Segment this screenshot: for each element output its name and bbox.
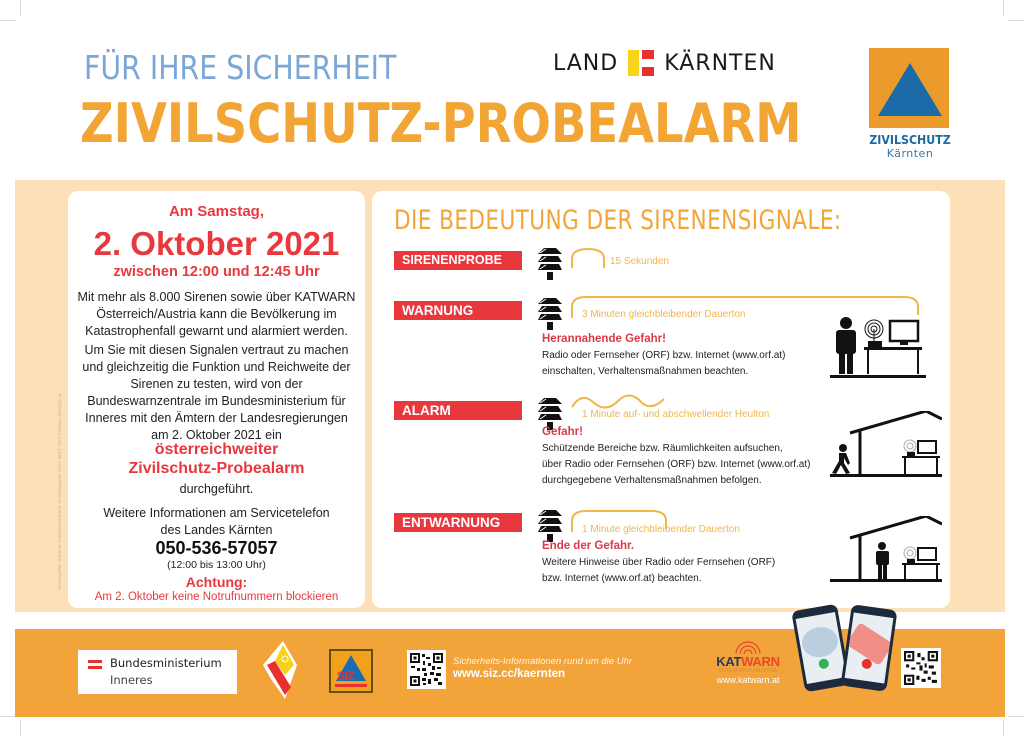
signal-label: SIRENENPROBE	[394, 251, 522, 270]
signals-title: DIE BEDEUTUNG DER SIRENENSIGNALE:	[394, 205, 842, 236]
crop-mark	[1008, 20, 1024, 21]
crop-mark	[0, 716, 16, 717]
announcement-card	[68, 191, 365, 608]
announcement-date: 2. Oktober 2021	[93, 225, 340, 262]
zivilschutz-logo-name: ZIVILSCHUTZ	[869, 133, 951, 147]
signal-instructions: Radio oder Fernseher (ORF) bzw. Internet (www.orf.at) einschalten, Verhaltensmaßnahmen beachten.	[542, 350, 786, 377]
announcement-paragraph-1: Mit mehr als 8.000 Sirenen sowie über KATWARN Österreich/Austria kann die Bevölkerung im Katastrophenfall gewarnt und alarmiert werden.	[77, 290, 356, 338]
service-phone-hours: (12:00 bis 13:00 Uhr)	[167, 559, 266, 571]
fire-brigade-logo-icon	[261, 639, 299, 701]
ministry-line-2: Inneres	[110, 673, 153, 687]
signal-label: ALARM	[394, 401, 522, 420]
announcement-paragraph-2: Um Sie mit diesen Signalen vertraut zu machen und gleichzeitig die Funktion und Reichweite der Sirenen zu testen, wird von der Bundeswarnzentrale im Bundesministerium für Inneres mit den Ämtern der Landesregierungen am 2. Oktober 2021 ein	[82, 343, 351, 442]
person-radio-tv-pictogram	[830, 315, 926, 379]
siz-logo	[329, 649, 373, 693]
signal-label: ENTWARNUNG	[394, 513, 522, 532]
signal-heading: Herannahende Gefahr!	[542, 333, 666, 345]
siren-icon	[538, 248, 562, 282]
imprint-text: Herausgeber: Kärntner Zivilschutzverband, Rosentalgasse 10/III, Bild © 2021 Katwarn, info@siz.at	[57, 393, 62, 590]
page-title: ZIVILSCHUTZ-PROBEALARM	[80, 92, 802, 155]
katwarn-signal-icon	[733, 640, 763, 654]
land-logo-right: KÄRNTEN	[664, 50, 776, 76]
signal-wave-short-icon	[570, 247, 606, 269]
signal-duration: 3 Minuten gleichbleibender Dauerton	[582, 309, 746, 320]
signal-label: WARNUNG	[394, 301, 522, 320]
katwarn-qr-code[interactable]	[901, 648, 941, 688]
crop-mark	[1008, 716, 1024, 717]
siren-icon	[538, 510, 562, 544]
siz-info-url[interactable]: www.siz.cc/kaernten	[453, 668, 566, 680]
signals-card	[372, 191, 950, 608]
signal-heading: Gefahr!	[542, 426, 583, 438]
service-info: Weitere Informationen am Servicetelefon des Landes Kärnten	[103, 506, 330, 537]
signal-heading: Ende der Gefahr.	[542, 540, 635, 552]
signal-duration: 1 Minute gleichbleibender Dauerton	[582, 524, 740, 535]
siz-info	[453, 656, 632, 680]
announcement-day: Am Samstag,	[168, 203, 265, 220]
ministry-logo	[78, 650, 237, 694]
siz-info-text: Sicherheits-Informationen rund um die Uhr	[453, 656, 633, 667]
crop-mark	[20, 720, 21, 736]
zivilschutz-triangle-icon	[869, 48, 949, 128]
crop-mark	[20, 0, 21, 16]
warning-title: Achtung:	[185, 574, 248, 590]
header-subtitle: FÜR IHRE SICHERHEIT	[84, 48, 397, 87]
land-logo-left: LAND	[553, 50, 619, 76]
austria-flag-icon	[88, 660, 102, 672]
crop-mark	[1003, 0, 1004, 16]
siz-logo-text: SIZ	[337, 669, 355, 683]
crop-mark	[0, 20, 16, 21]
announcement-highlight: österreichweiter Zivilschutz-Probealarm	[128, 441, 305, 477]
kaernten-flag-icon	[628, 50, 654, 76]
announcement-conclusion: durchgeführt.	[179, 482, 254, 496]
signal-duration: 15 Sekunden	[610, 256, 669, 267]
signal-instructions: Weitere Hinweise über Radio oder Fernsehen (ORF) bzw. Internet (www.orf.at) beachten.	[542, 557, 776, 584]
siz-qr-code[interactable]	[407, 650, 446, 689]
katwarn-url[interactable]: www.katwarn.at	[716, 675, 780, 685]
signal-duration: 1 Minute auf- und abschwellender Heulton	[582, 409, 770, 420]
person-entering-house-pictogram	[830, 411, 942, 477]
crop-mark	[1003, 720, 1004, 736]
katwarn-tagline: ÖSTERREICH / AUSTRIA	[718, 668, 778, 674]
zivilschutz-logo-region: Kärnten	[886, 147, 934, 160]
ministry-line-1: Bundesministerium	[110, 656, 222, 670]
person-inside-house-pictogram	[830, 516, 942, 582]
service-phone-number[interactable]: 050-536-57057	[155, 538, 278, 558]
katwarn-name: KATWARN	[716, 654, 780, 669]
land-kaernten-logo	[553, 50, 776, 76]
siren-icon	[538, 298, 562, 332]
signal-instructions: Schützende Bereiche bzw. Räumlichkeiten aufsuchen, über Radio oder Fernsehen (ORF) bzw. Internet (www.orf.at) durchgegebene Verhaltensmaßnahmen befolgen.	[542, 443, 811, 486]
katwarn-logo	[708, 640, 788, 685]
announcement-time: zwischen 12:00 und 12:45 Uhr	[113, 264, 320, 280]
warning-text: Am 2. Oktober keine Notrufnummern blockieren	[94, 591, 339, 603]
